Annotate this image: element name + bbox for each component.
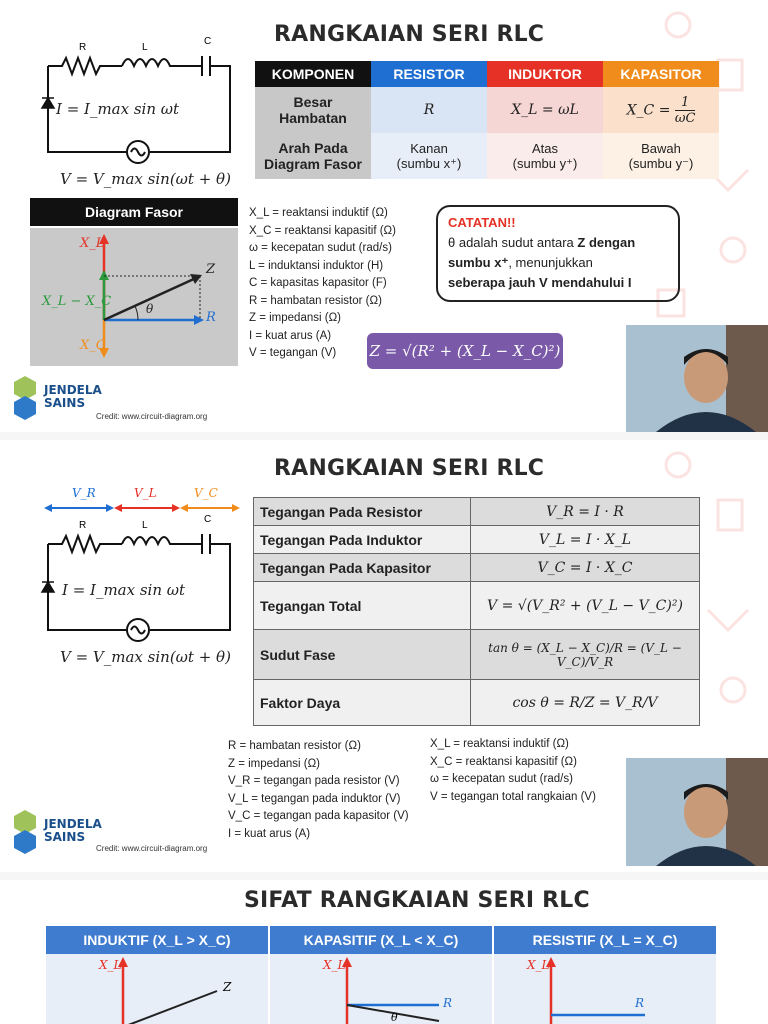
jendela-sains-logo: JENDELA SAINS bbox=[10, 808, 102, 854]
kapasitif-phasor-cell bbox=[269, 954, 493, 1024]
inductor-label: L bbox=[142, 520, 148, 531]
symbol-legend-left: R = hambatan resistor (Ω) Z = impedansi (Ω) V_R = tegangan pada resistor (V) V_L = tegangan pada induktor (V) V_C = tegangan pada kapasitor (V) I = kuat arus (A) bbox=[228, 740, 409, 840]
webcam-presenter-video bbox=[626, 758, 768, 866]
credit-text: Credit: www.circuit-diagram.org bbox=[96, 844, 208, 853]
impedance-formula: Z = √(R² + (X_L − X_C)²) bbox=[367, 333, 563, 369]
slide-title: SIFAT RANGKAIAN SERI RLC bbox=[244, 888, 590, 913]
theta-label: θ bbox=[391, 1011, 398, 1024]
row-value: V_C = I · X_C bbox=[471, 554, 700, 582]
induktif-phasor-cell bbox=[46, 954, 269, 1024]
jendela-sains-logo: JENDELA SAINS bbox=[10, 374, 102, 420]
xl-label: X_L bbox=[527, 958, 550, 972]
z-label: Z bbox=[223, 980, 232, 994]
vc-arrow-label: V_C bbox=[194, 486, 218, 500]
row-label: Tegangan Total bbox=[254, 582, 471, 630]
resistor-hambatan: R bbox=[371, 87, 487, 133]
presenter-silhouette bbox=[626, 758, 768, 866]
capacitor-label: C bbox=[204, 36, 212, 47]
phasor-xl-xc-label: X_L − X_C bbox=[42, 294, 112, 309]
phasor-diagram-title: Diagram Fasor bbox=[30, 198, 238, 226]
row-value: V_R = I · R bbox=[471, 498, 700, 526]
phasor-xc-label: X_C bbox=[80, 338, 106, 353]
nature-table bbox=[46, 926, 718, 1024]
slide-sifat-rangkaian-seri-rlc bbox=[0, 880, 768, 1024]
note-heading: CATATAN!! bbox=[448, 215, 516, 230]
voltage-formula-table bbox=[253, 497, 700, 726]
r-label: R bbox=[635, 996, 645, 1010]
r-label: R bbox=[443, 996, 453, 1010]
row-label-arah-fasor: Arah Pada Diagram Fasor bbox=[255, 133, 371, 179]
phasor-theta-label: θ bbox=[146, 302, 154, 316]
credit-text: Credit: www.circuit-diagram.org bbox=[96, 412, 208, 421]
slide-title: RANGKAIAN SERI RLC bbox=[274, 456, 545, 481]
row-value: cos θ = R/Z = V_R/V bbox=[471, 680, 700, 726]
header-resistif: RESISTIF (X_L = X_C) bbox=[493, 926, 717, 954]
symbol-legend: X_L = reaktansi induktif (Ω) X_C = reaktansi kapasitif (Ω) ω = kecepatan sudut (rad/s) L = induktansi induktor (H) C = kapasitas kapasitor (F) R = hambatan resistor (Ω) Z = impedansi (Ω) I = kuat arus (A) V = tegangan (V) bbox=[249, 207, 396, 359]
row-label: Tegangan Pada Resistor bbox=[254, 498, 471, 526]
slide-title: RANGKAIAN SERI RLC bbox=[274, 22, 545, 47]
xl-label: X_L bbox=[323, 958, 346, 972]
catatan-note-box: CATATAN!! θ adalah sudut antara Z dengan sumbu x⁺, menunjukkan seberapa jauh V mendahului I bbox=[436, 205, 680, 302]
capacitor-hambatan: X_C = $\frac{1}{\omega C}$ bbox=[603, 87, 719, 133]
inductor-hambatan: X_L = ωL bbox=[487, 87, 603, 133]
row-label: Tegangan Pada Kapasitor bbox=[254, 554, 471, 582]
resistor-label: R bbox=[79, 42, 87, 53]
resistor-arah: Kanan (sumbu x⁺) bbox=[371, 133, 487, 179]
row-label: Tegangan Pada Induktor bbox=[254, 526, 471, 554]
capacitor-label: C bbox=[204, 514, 212, 525]
vr-arrow-label: V_R bbox=[72, 486, 96, 500]
header-kapasitif: KAPASITIF (X_L < X_C) bbox=[269, 926, 493, 954]
header-induktor: INDUKTOR bbox=[487, 61, 603, 87]
hexagon-logo-icon bbox=[10, 374, 40, 420]
slide-rangkaian-seri-rlc-1 bbox=[0, 0, 768, 432]
phasor-r-label: R bbox=[206, 310, 216, 325]
row-label: Faktor Daya bbox=[254, 680, 471, 726]
induktif-phasor bbox=[47, 955, 267, 1024]
component-table bbox=[255, 61, 719, 179]
kapasitif-phasor bbox=[271, 955, 491, 1024]
capacitor-arah: Bawah (sumbu y⁻) bbox=[603, 133, 719, 179]
phasor-z-label: Z bbox=[206, 262, 216, 277]
current-equation: I = I_max sin ωt bbox=[56, 100, 180, 118]
resistor-label: R bbox=[79, 520, 87, 531]
current-equation: I = I_max sin ωt bbox=[62, 581, 186, 599]
voltage-equation: V = V_max sin(ωt + θ) bbox=[60, 648, 231, 666]
inductor-arah: Atas (sumbu y⁺) bbox=[487, 133, 603, 179]
row-value: tan θ = (X_L − X_C)/R = (V_L − V_C)/V_R bbox=[471, 630, 700, 680]
symbol-legend-right: X_L = reaktansi induktif (Ω) X_C = reaktansi kapasitif (Ω) ω = kecepatan sudut (rad/s) V = tegangan total rangkaian (V) bbox=[430, 738, 596, 803]
webcam-presenter-video bbox=[626, 325, 768, 432]
voltage-equation: V = V_max sin(ωt + θ) bbox=[60, 170, 231, 188]
phasor-diagram-panel bbox=[30, 228, 238, 366]
xl-label: X_L bbox=[99, 958, 122, 972]
row-value: V = √(V_R² + (V_L − V_C)²) bbox=[471, 582, 700, 630]
header-resistor: RESISTOR bbox=[371, 61, 487, 87]
slide-rangkaian-seri-rlc-2 bbox=[0, 440, 768, 872]
vl-arrow-label: V_L bbox=[134, 486, 157, 500]
resistif-phasor bbox=[495, 955, 715, 1024]
phasor-xl-label: X_L bbox=[80, 236, 105, 251]
header-induktif: INDUKTIF (X_L > X_C) bbox=[46, 926, 269, 954]
hexagon-logo-icon bbox=[10, 808, 40, 854]
row-value: V_L = I · X_L bbox=[471, 526, 700, 554]
row-label: Sudut Fase bbox=[254, 630, 471, 680]
inductor-label: L bbox=[142, 42, 148, 53]
row-label-besar-hambatan: Besar Hambatan bbox=[255, 87, 371, 133]
header-komponen: KOMPONEN bbox=[255, 61, 371, 87]
header-kapasitor: KAPASITOR bbox=[603, 61, 719, 87]
resistif-phasor-cell bbox=[493, 954, 717, 1024]
presenter-silhouette bbox=[626, 325, 768, 432]
